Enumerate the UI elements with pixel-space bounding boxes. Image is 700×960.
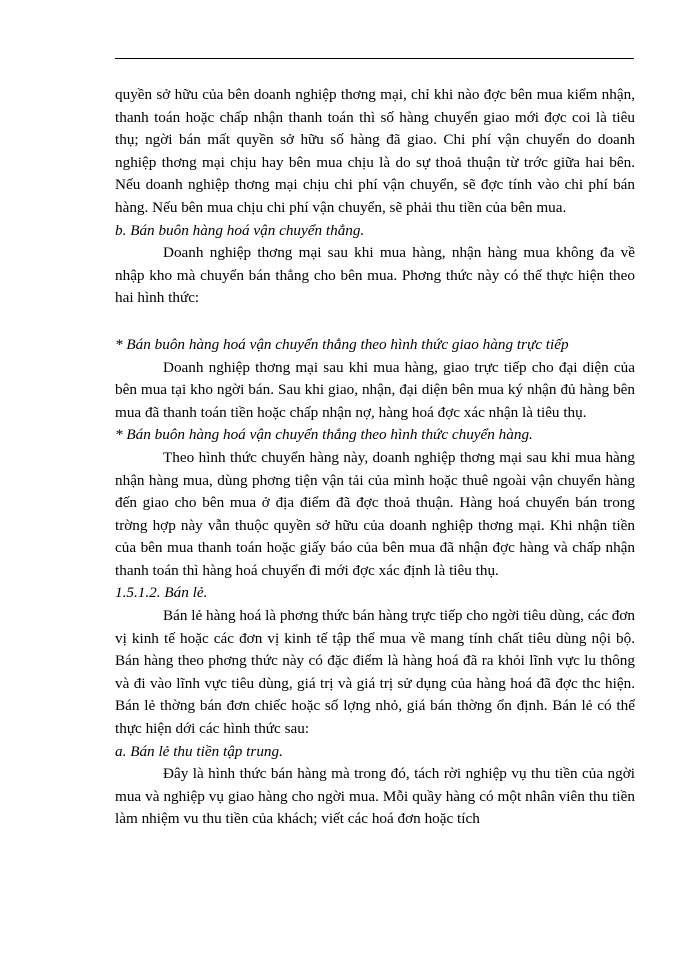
body-paragraph: Doanh nghiệp thơng mại sau khi mua hàng, giao trực tiếp cho đại diện của bên mua tại kho ngời bán. Sau khi giao, nhận, đại diện bên mua ký nhận đủ hàng bên mua đã thanh toán tiền hoặc chấp nhận nợ, hàng hoá đợc xác nhận là tiêu thụ. xyxy=(115,358,635,421)
section-heading: 1.5.1.2. Bán lẻ. xyxy=(115,584,208,602)
body-paragraph: Theo hình thức chuyển hàng này, doanh nghiệp thơng mại sau khi mua hàng nhận hàng mua, dùng phơng tiện vận tải của mình hoặc thuê ngoài vận chuyển hàng đến giao cho bên mua ở địa điểm đã đợc thoả thuận. Hàng hoá chuyển bán trong trờng hợp này vẫn thuộc quyền sở hữu của doanh nghiệp thơng mại. Khi nhận tiền của bên mua thanh toán hoặc giấy báo của bên mua đã nhận đợc hàng và chấp nhận thanh toán thì hàng hoá chuyển đi mới đợc xác định là tiêu thụ. xyxy=(115,448,635,579)
section-heading: b. Bán buôn hàng hoá vận chuyển thẳng. xyxy=(115,221,365,239)
header-rule xyxy=(115,58,634,59)
body-paragraph: Đây là hình thức bán hàng mà trong đó, tách rời nghiệp vụ thu tiền của ngời mua và nghiệp vụ giao hàng cho ngời mua. Mỗi quầy hàng có một nhân viên thu tiền làm nhiệm vu thu tiền của khách; viết các hoá đơn hoặc tích xyxy=(115,765,635,828)
body-paragraph: quyền sở hữu của bên doanh nghiệp thơng mại, chỉ khi nào đợc bên mua kiểm nhận, thanh toán hoặc chấp nhận thanh toán thì số hàng chuyển giao mới đợc coi là tiêu thụ; ngời bán mất quyền sở hữu số hàng đã giao. Chi phí vận chuyển do doanh nghiệp thơng mại chịu hay bên mua chịu là do sự thoả thuận từ trớc giữa hai bên. Nếu doanh nghiệp thơng mại chịu chi phí vận chuyển, sẽ đợc tính vào chi phí bán hàng. Nếu bên mua chịu chi phí vận chuyển, sẽ phải thu tiền của bên mua. xyxy=(115,86,635,216)
subsection-heading: * Bán buôn hàng hoá vận chuyển thẳng theo hình thức chuyển hàng. xyxy=(115,426,533,444)
subsection-heading: * Bán buôn hàng hoá vận chuyển thẳng theo hình thức giao hàng trực tiếp xyxy=(115,335,569,353)
document-page xyxy=(115,84,635,831)
body-paragraph: Bán lẻ hàng hoá là phơng thức bán hàng trực tiếp cho ngời tiêu dùng, các đơn vị kinh tế hoặc các đơn vị kinh tế tập thể mua về mang tính chất tiêu dùng nội bộ. Bán hàng theo phơng thức này có đặc điểm là hàng hoá đã ra khỏi lĩnh vực lu thông và đi vào lĩnh vực tiêu dùng, giá trị và giá trị sử dụng của hàng hoá đã đợc thc hiện. Bán lẻ thờng bán đơn chiếc hoặc số lợng nhỏ, giá bán thờng ổn định. Bán lẻ có thể thực hiện dới các hình thức sau: xyxy=(115,607,636,738)
body-paragraph: Doanh nghiệp thơng mại sau khi mua hàng, nhận hàng mua không đa về nhập kho mà chuyển bán thẳng cho bên mua. Phơng thức này có thể thực hiện theo hai hình thức: xyxy=(115,244,635,307)
section-heading: a. Bán lẻ thu tiền tập trung. xyxy=(115,742,283,760)
